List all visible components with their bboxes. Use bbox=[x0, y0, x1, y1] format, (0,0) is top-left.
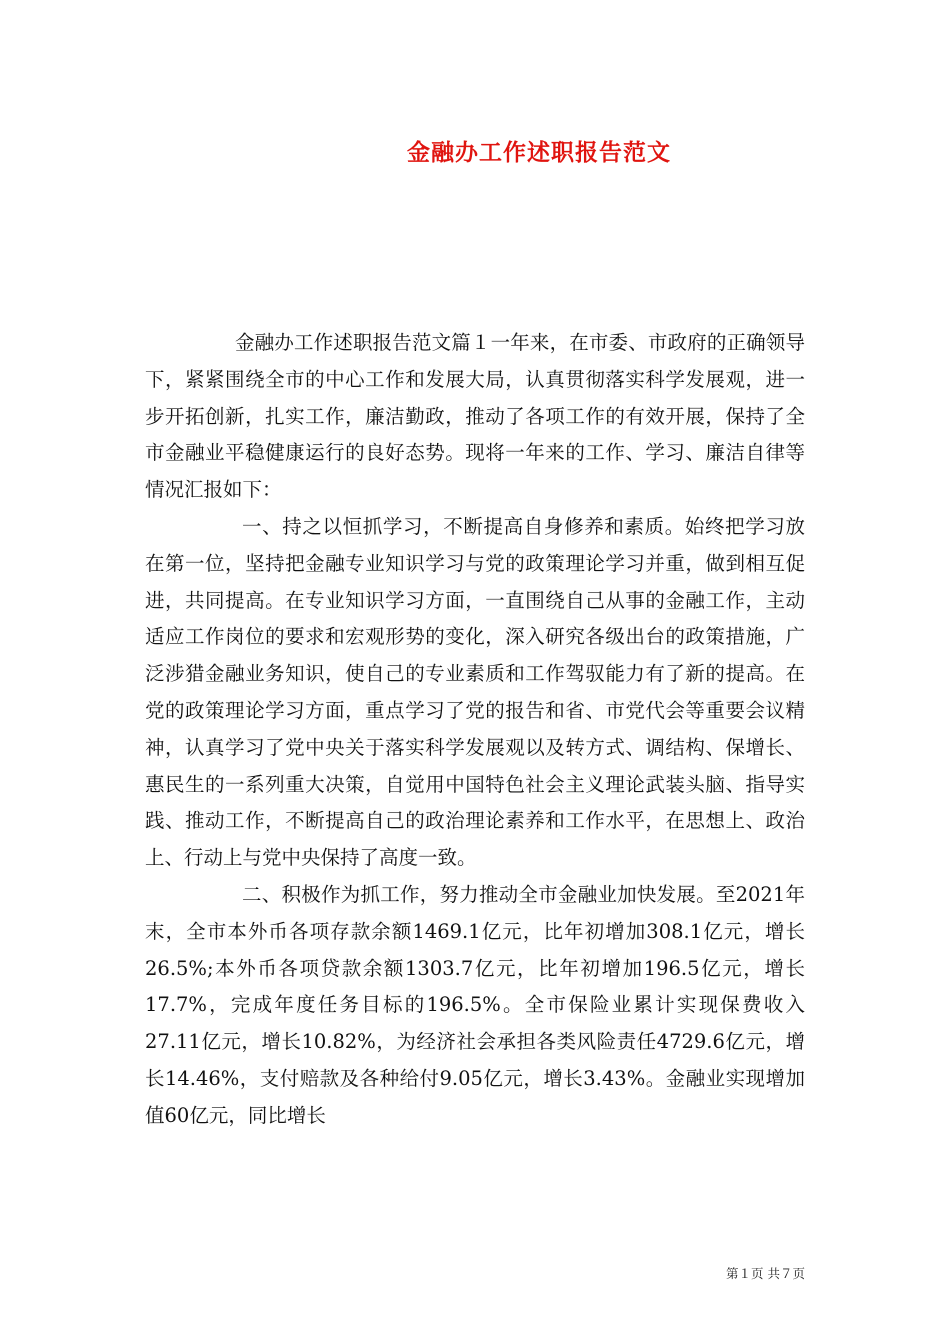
paragraph-section-2: 二、积极作为抓工作，努力推动全市金融业加快发展。至2021年末，全市本外币各项存款余额1469.1亿元，比年初增加308.1亿元，增长26.5%;本外币各项贷款余额1303.7亿元，比年初增加196.5亿元，增长17.7%，完成年度任务目标的196.5%。全市保险业累计实现保费收入27.11亿元，增长10.82%，为经济社会承担各类风险责任4729.6亿元，增长14.46%，支付赔款及各种给付9.05亿元，增长3.43%。金融业实现增加值60亿元，同比增长 bbox=[145, 882, 805, 1127]
paragraph-section-1: 一、持之以恒抓学习，不断提高自身修养和素质。始终把学习放在第一位，坚持把金融专业知识学习与党的政策理论学习并重，做到相互促进，共同提高。在专业知识学习方面，一直围绕自己从事的金融工作，主动适应工作岗位的要求和宏观形势的变化，深入研究各级出台的政策措施，广泛涉猎金融业务知识，使自己的专业素质和工作驾驭能力有了新的提高。在党的政策理论学习方面，重点学习了党的报告和省、市党代会等重要会议精神，认真学习了党中央关于落实科学发展观以及转方式、调结构、保增长、惠民生的一系列重大决策，自觉用中国特色社会主义理论武装头脑、指导实践、推动工作，不断提高自己的政治理论素养和工作水平，在思想上、政治上、行动上与党中央保持了高度一致。 bbox=[145, 514, 805, 870]
paragraph-intro: 金融办工作述职报告范文篇１一年来，在市委、市政府的正确领导下，紧紧围绕全市的中心工作和发展大局，认真贯彻落实科学发展观，进一步开拓创新，扎实工作，廉洁勤政，推动了各项工作的有效开展，保持了全市金融业平稳健康运行的良好态势。现将一年来的工作、学习、廉洁自律等情况汇报如下： bbox=[145, 331, 805, 502]
document-body bbox=[145, 325, 805, 1135]
page-number: 第１页 共７页 bbox=[726, 1266, 805, 1281]
document-title: 金融办工作述职报告范文 bbox=[407, 139, 671, 166]
